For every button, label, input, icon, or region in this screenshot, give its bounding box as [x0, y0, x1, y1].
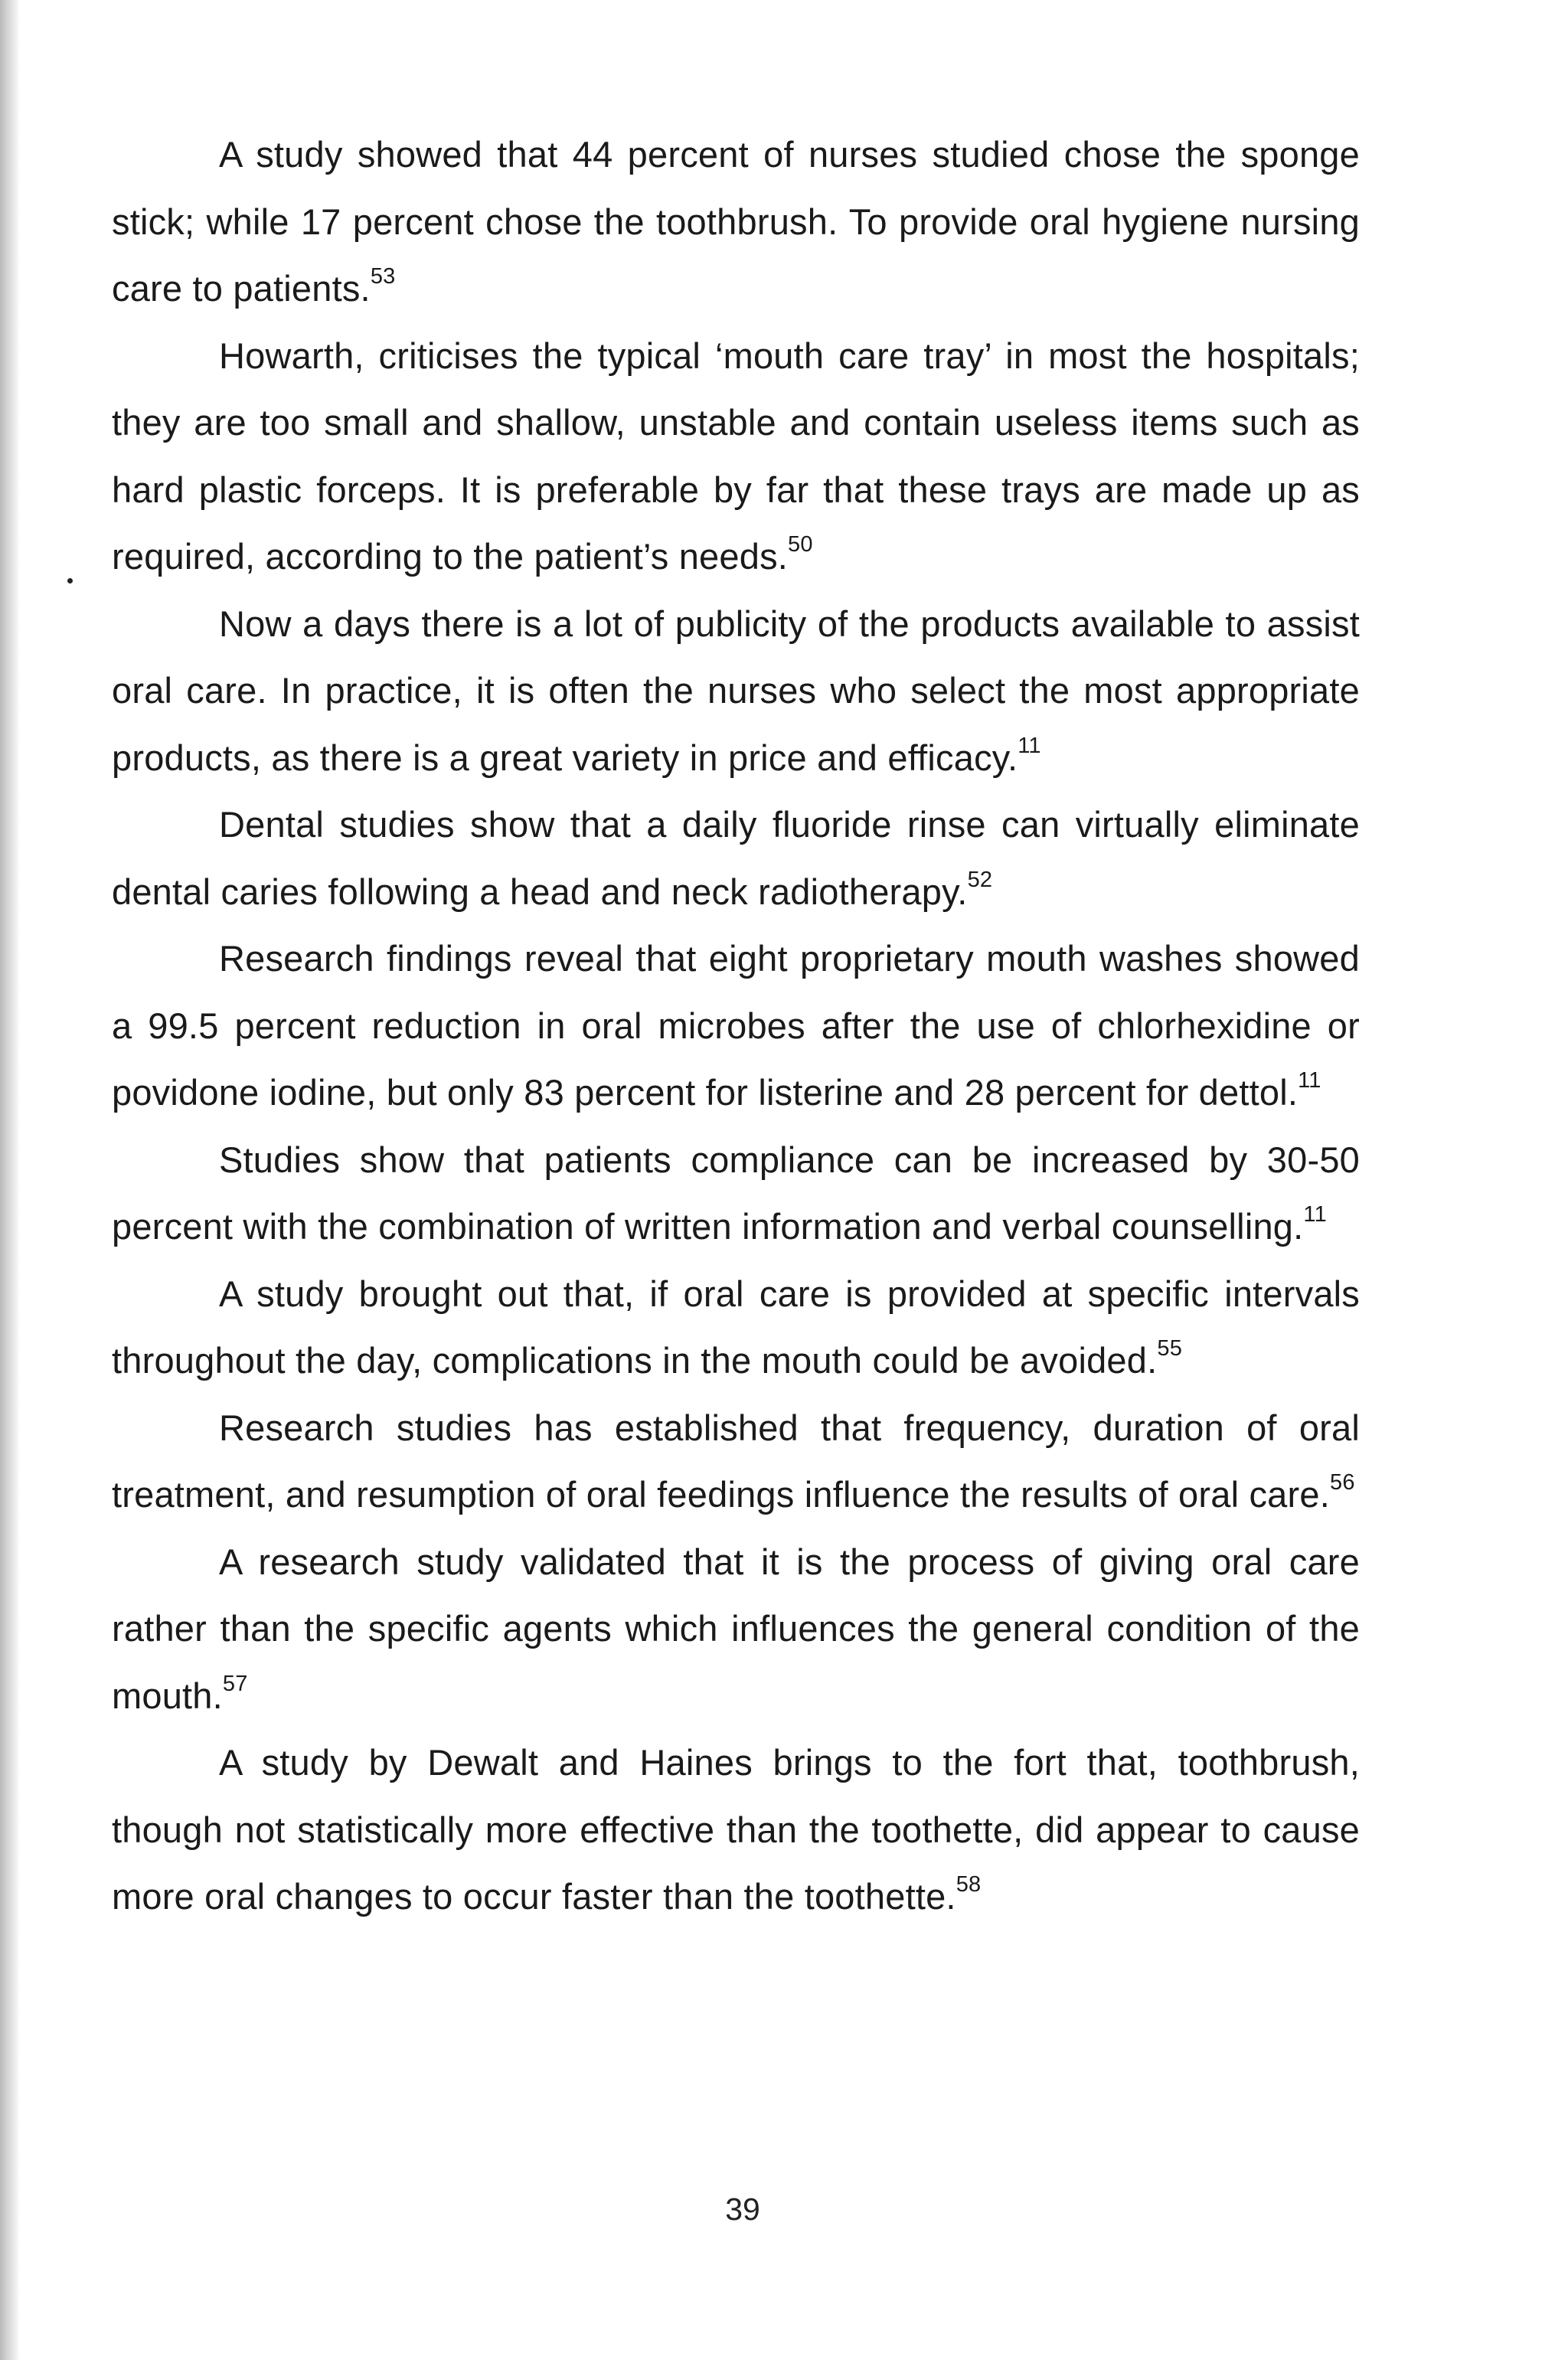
paragraph: A study showed that 44 percent of nurses studied chose the sponge stick; while 17 percent chose the toothbrush. To provide oral hygiene nursing care to patients.$^{53}$ — [112, 134, 1360, 309]
paragraph: Research studies has established that frequency, duration of oral treatment, and resumption of oral feedings influence the results of oral care.$^{56}$ — [112, 1407, 1360, 1515]
paragraph: A study by Dewalt and Haines brings to the fort that, toothbrush, though not statistically more effective than the toothette, did appear to cause more oral changes to occur faster than the toothette.$^{58}$ — [112, 1742, 1360, 1917]
scan-edge-shadow — [0, 0, 20, 2360]
citation-ref: 50 — [788, 532, 813, 557]
paragraph: A study brought out that, if oral care is provided at specific intervals throughout the day, complications in the mouth could be avoided.$^{55}$ — [112, 1273, 1360, 1381]
citation-ref: 56 — [1329, 1470, 1355, 1495]
paragraph: Howarth, criticises the typical ‘mouth care tray’ in most the hospitals; they are too small and shallow, unstable and contain useless items such as hard plastic forceps. It is preferable by far that these trays are made up as required, according to the patient’s needs.$^{50}$ — [112, 335, 1360, 577]
citation-ref: 55 — [1157, 1336, 1183, 1361]
document-body — [112, 121, 1360, 1930]
citation-ref: 58 — [956, 1872, 982, 1897]
page-number: 39 — [725, 2192, 760, 2227]
citation-ref: 53 — [370, 264, 396, 289]
margin-mark — [67, 578, 73, 583]
citation-ref: 11 — [1018, 733, 1041, 758]
paragraph: Studies show that patients compliance can be increased by 30-50 percent with the combination of written information and verbal counselling.$^{11}$ — [112, 1139, 1360, 1247]
citation-ref: 11 — [1298, 1068, 1321, 1093]
paragraph: Research findings reveal that eight proprietary mouth washes showed a 99.5 percent reduction in oral microbes after the use of chlorhexidine or povidone iodine, but only 83 percent for listerine and 28 percent for dettol.$^{11}$ — [112, 938, 1360, 1113]
citation-ref: 11 — [1303, 1202, 1327, 1227]
citation-ref: 52 — [967, 867, 993, 892]
citation-ref: 57 — [222, 1671, 248, 1696]
paragraph: A research study validated that it is the process of giving oral care rather than the specific agents which influences the general condition of the mouth.$^{57}$ — [112, 1541, 1360, 1716]
paragraph: Dental studies show that a daily fluoride rinse can virtually eliminate dental caries following a head and neck radiotherapy.$^{52}$ — [112, 804, 1360, 912]
paragraph: Now a days there is a lot of publicity of the products available to assist oral care. In practice, it is often the nurses who select the most appropriate products, as there is a great variety in price and efficacy.$^{11}$ — [112, 603, 1360, 778]
